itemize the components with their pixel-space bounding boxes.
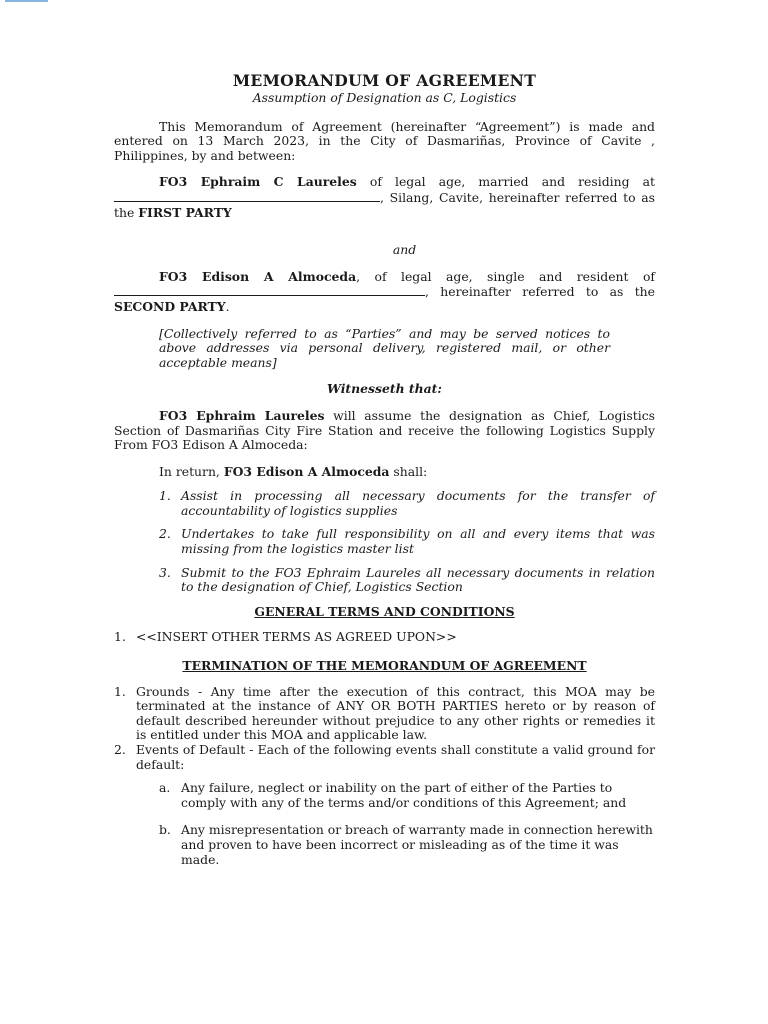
list-item-number: 1. [114, 629, 126, 645]
general-terms-list [114, 630, 655, 645]
list-item-number: 1. [114, 683, 126, 699]
page-corner-mark [5, 0, 48, 2]
in-return-paragraph [114, 465, 655, 480]
termination-list [114, 685, 655, 773]
document-subtitle: Assumption of Designation as C, Logistics [252, 90, 517, 105]
list-item-number: 1. [159, 488, 171, 504]
list-item [114, 630, 655, 645]
second-party-name: FO3 Edison A Almoceda [159, 268, 357, 284]
list-item-text: Any failure, neglect or inability on the part of either of the Parties to comply with any of the terms and/or conditions of this Agreement; and [181, 780, 627, 810]
list-item-number: 2. [114, 742, 126, 757]
list-item [159, 781, 655, 810]
first-party-label: FIRST PARTY [138, 204, 232, 220]
list-item-text: <<INSERT OTHER TERMS AS AGREED UPON>> [136, 629, 457, 645]
first-party-text-b: , Silang, Cavite, hereinafter referred to as the [114, 189, 655, 220]
second-party-text-b: , hereinafter referred to as the [425, 284, 655, 300]
first-party-paragraph [114, 175, 655, 220]
list-item [159, 489, 655, 518]
list-item-text: Any misrepresentation or breach of warranty made in connection herewith and proven to have been incorrect or misleading as of the time it was made. [181, 822, 653, 867]
second-party-address-blank [114, 284, 425, 296]
general-terms-heading: GENERAL TERMS AND CONDITIONS [254, 603, 515, 619]
assumption-text: will assume the designation as Chief, Logistics Section of Dasmariñas City Fire Station and receive the following Logistics Supply From FO3 Edison A Almoceda: [114, 407, 655, 453]
list-item [159, 527, 655, 556]
intro-paragraph: This Memorandum of Agreement (hereinafter “Agreement”) is made and entered on 13 March 2023, in the City of Dasmariñas, Province of Cavite , Philippines, by and between: [114, 118, 655, 163]
list-item-number: 2. [159, 526, 171, 542]
in-return-name: FO3 Edison A Almoceda [223, 463, 390, 479]
second-party-text-a: , of legal age, single and resident of [356, 268, 655, 284]
first-party-name: FO3 Ephraim C Laureles [159, 174, 357, 190]
list-item [114, 685, 655, 743]
witnesseth-heading: Witnesseth that: [327, 381, 442, 397]
termination-heading: TERMINATION OF THE MEMORANDUM OF AGREEMENT [182, 658, 587, 674]
first-party-address-blank [114, 190, 380, 202]
assumption-paragraph [114, 409, 655, 453]
list-item-text: Submit to the FO3 Ephraim Laureles all necessary documents in relation to the designation of Chief, Logistics Section [181, 564, 655, 595]
document-page [114, 72, 655, 880]
list-item [114, 743, 655, 772]
assuming-party-name: FO3 Ephraim Laureles [159, 407, 325, 423]
list-item-letter: b. [159, 822, 171, 838]
list-item-text: Assist in processing all necessary documents for the transfer of accountability of logistics supplies [181, 488, 655, 518]
document-title: MEMORANDUM OF AGREEMENT [232, 71, 537, 90]
second-party-end: . [225, 298, 230, 314]
list-item [159, 566, 655, 595]
in-return-post: shall: [389, 463, 428, 479]
obligations-list [159, 489, 655, 595]
list-item-number: 3. [159, 564, 171, 580]
second-party-label: SECOND PARTY [114, 298, 226, 314]
and-connector: and [392, 242, 417, 258]
default-events-list [159, 781, 655, 867]
in-return-pre: In return, [159, 463, 224, 479]
list-item-text: Events of Default - Each of the following events shall constitute a valid ground for default: [136, 742, 655, 772]
list-item-text: Undertakes to take full responsibility on all and every items that was missing from the logistics master list [181, 526, 655, 557]
first-party-text-a: of legal age, married and residing at [356, 174, 655, 190]
second-party-paragraph [114, 270, 655, 315]
list-item [159, 823, 655, 867]
list-item-text: Grounds - Any time after the execution of this contract, this MOA may be terminated at the instance of ANY OR BOTH PARTIES hereto or by reason of default described hereunder without prejudice to any other rights or remedies it is entitled under this MOA and applicable law. [136, 683, 655, 743]
list-item-letter: a. [159, 780, 171, 796]
collectively-clause: [Collectively referred to as “Parties” and may be served notices to above addresses via personal delivery, registered mail, or other acceptable means] [159, 325, 610, 370]
